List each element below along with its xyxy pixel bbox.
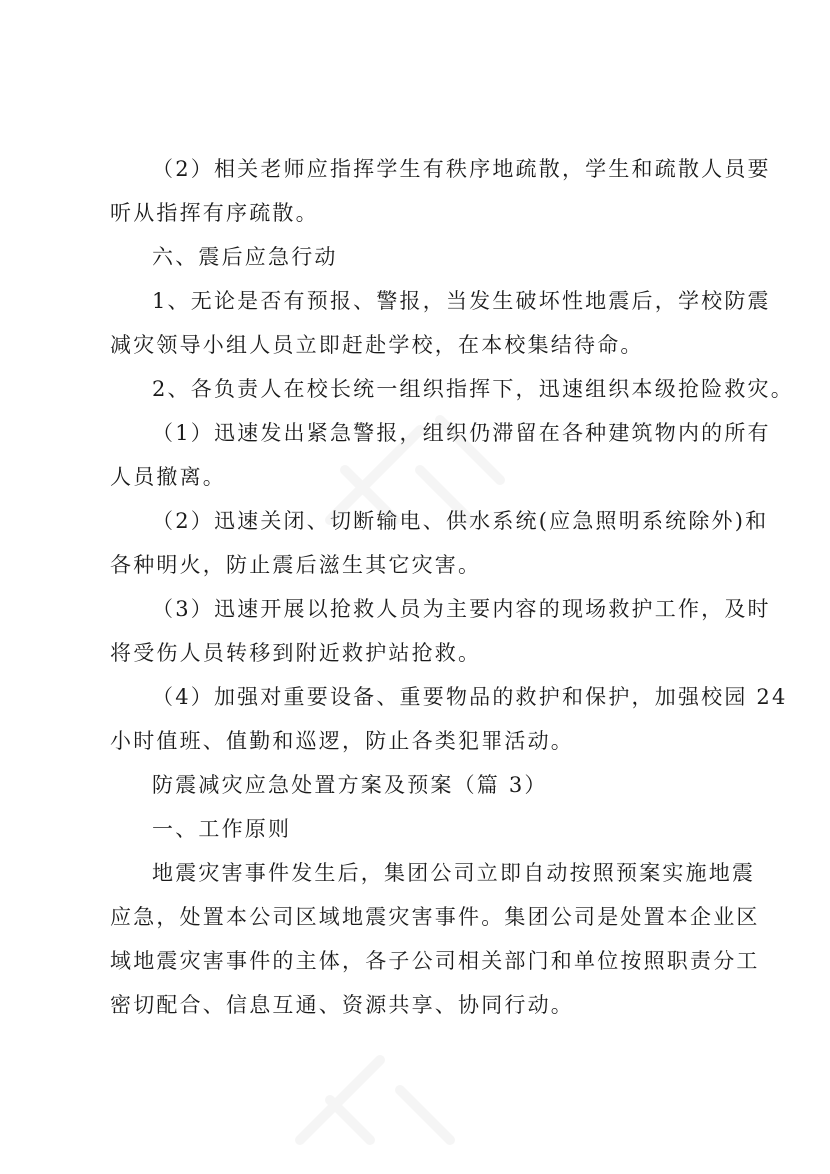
- section-heading: 六、震后应急行动: [152, 245, 338, 269]
- text-line: （4）加强对重要设备、重要物品的救护和保护，加强校园 24: [152, 685, 788, 709]
- paragraph: [110, 279, 771, 367]
- document-body: [110, 147, 794, 1027]
- paragraph: [110, 587, 771, 675]
- text-line: 减灾领导小组人员立即赶赴学校，在本校集结待命。: [110, 333, 644, 357]
- paragraph: [110, 675, 788, 763]
- text-line: 人员撤离。: [110, 465, 226, 489]
- paragraph: [110, 851, 760, 1027]
- text-line: 地震灾害事件发生后，集团公司立即自动按照预案实施地震: [152, 861, 756, 885]
- text-line: 1、无论是否有预报、警报，当发生破坏性地震后，学校防震: [152, 289, 771, 313]
- text-line: 密切配合、信息互通、资源共享、协同行动。: [110, 993, 574, 1017]
- paragraph: [110, 499, 769, 587]
- paragraph: 2、各负责人在校长统一组织指挥下，迅速组织本级抢险救灾。: [152, 377, 794, 401]
- paragraph: [110, 411, 771, 499]
- text-line: 听从指挥有序疏散。: [110, 201, 319, 225]
- section-title: 防震减灾应急处置方案及预案（篇 3）: [152, 773, 548, 797]
- text-line: （3）迅速开展以抢救人员为主要内容的现场救护工作，及时: [152, 597, 771, 621]
- text-line: 域地震灾害事件的主体，各子公司相关部门和单位按照职责分工: [110, 949, 760, 973]
- text-line: （1）迅速发出紧急警报，组织仍滞留在各种建筑物内的所有: [152, 421, 771, 445]
- section-heading: 一、工作原则: [152, 817, 292, 841]
- text-line: （2）相关老师应指挥学生有秩序地疏散，学生和疏散人员要: [152, 157, 771, 181]
- text-line: （2）迅速关闭、切断输电、供水系统(应急照明系统除外)和: [152, 509, 769, 533]
- paragraph: [110, 147, 771, 235]
- text-line: 各种明火，防止震后滋生其它灾害。: [110, 553, 482, 577]
- text-line: 应急，处置本公司区域地震灾害事件。集团公司是处置本企业区: [110, 905, 760, 929]
- text-line: 将受伤人员转移到附近救护站抢救。: [110, 641, 482, 665]
- text-line: 小时值班、值勤和巡逻，防止各类犯罪活动。: [110, 729, 574, 753]
